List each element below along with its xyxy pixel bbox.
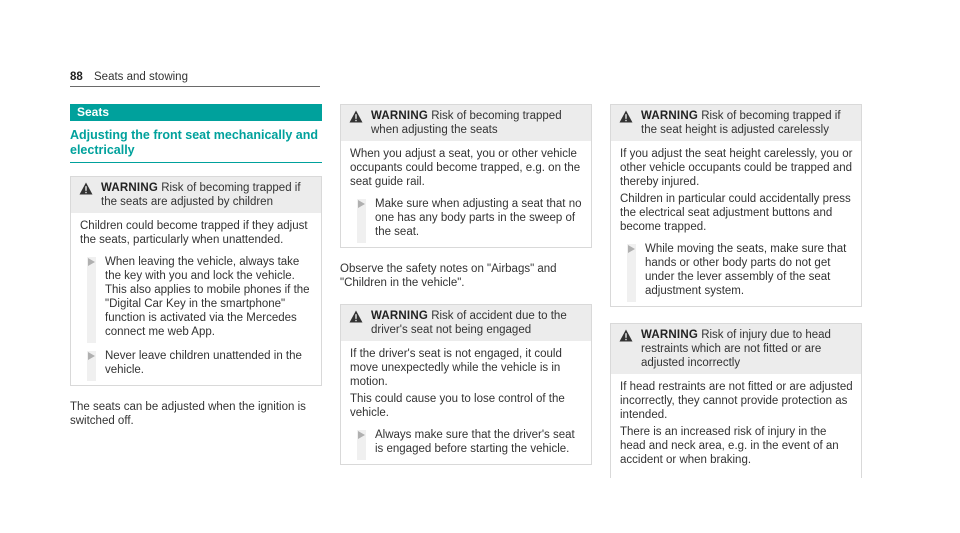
warning-text: If head restraints are not fitted or are adjusted incorrectly, they cannot provide protection as intended. <box>620 381 853 421</box>
warning-label: WARNING <box>641 329 698 341</box>
warning-title: Risk of injury due to head restraints which are not fitted or are adjusted incorrectly <box>641 329 831 369</box>
subheading: Adjusting the front seat mechanically and electrically <box>70 128 318 157</box>
column-1 <box>70 104 322 428</box>
warning-text: Children in particular could accidentally press the electrical seat adjustment buttons and become trapped. <box>620 193 851 233</box>
warning-triangle-icon <box>619 329 633 342</box>
warning-title: Risk of becoming trapped if the seats are adjusted by children <box>101 182 301 208</box>
warning-body <box>341 141 591 247</box>
action-step <box>80 255 313 339</box>
warning-text: If you adjust the seat height carelessly, you or other vehicle occupants could be trapped and thereby injured. <box>620 148 853 188</box>
page-title: Seats and stowing <box>94 71 188 83</box>
warning-body <box>71 213 321 385</box>
action-text: Never leave children unattended in the vehicle. <box>105 350 302 376</box>
warning-text: Children could become trapped if they adjust the seats, particularly when unattended. <box>80 220 308 246</box>
action-step <box>350 428 583 456</box>
warning-label: WARNING <box>371 110 428 122</box>
action-arrow-icon <box>628 245 635 253</box>
column-3 <box>610 104 862 478</box>
warning-header <box>611 324 861 374</box>
warning-body <box>611 374 861 478</box>
warning-title: Risk of becoming trapped when adjusting the seats <box>371 110 562 136</box>
warning-triangle-icon <box>79 182 93 195</box>
warning-header <box>341 105 591 141</box>
warning-label: WARNING <box>641 110 698 122</box>
warning-title: Risk of accident due to the driver's seat not being engaged <box>371 310 567 336</box>
warning-header <box>341 305 591 341</box>
warning-box <box>340 304 592 465</box>
header-divider <box>70 86 320 87</box>
column-2 <box>340 104 592 465</box>
page-header <box>70 70 188 86</box>
warning-triangle-icon <box>349 110 363 123</box>
action-text: Always make sure that the driver's seat is engaged before starting the vehicle. <box>375 429 575 455</box>
warning-label: WARNING <box>371 310 428 322</box>
warning-text: There is an increased risk of injury in the head and neck area, e.g. in the event of an accident or when braking. <box>620 426 839 466</box>
action-step <box>350 197 583 239</box>
action-arrow-icon <box>358 200 365 208</box>
warning-text: This could cause you to lose control of the vehicle. <box>350 393 565 419</box>
action-arrow-icon <box>358 431 365 439</box>
action-arrow-icon <box>88 352 95 360</box>
warning-triangle-icon <box>619 110 633 123</box>
warning-title: Risk of becoming trapped if the seat height is adjusted carelessly <box>641 110 841 136</box>
warning-header <box>71 177 321 213</box>
warning-box <box>70 176 322 386</box>
subheading-divider <box>70 162 322 163</box>
page-number: 88 <box>70 71 83 83</box>
warning-box <box>610 104 862 307</box>
action-step <box>620 242 853 298</box>
warning-triangle-icon <box>349 310 363 323</box>
action-text: Make sure when adjusting a seat that no one has any body parts in the sweep of the seat. <box>375 198 582 238</box>
action-arrow-icon <box>88 258 95 266</box>
action-text: When leaving the vehicle, always take the key with you and lock the vehicle. This also applies to mobile phones if the "Digital Car Key in the smartphone" function is activated via the Mercedes connect me web App. <box>105 256 310 338</box>
warning-text: When you adjust a seat, you or other vehicle occupants could become trapped, e.g. on the seat guide rail. <box>350 148 581 188</box>
action-step <box>80 349 313 377</box>
warning-header <box>611 105 861 141</box>
warning-label: WARNING <box>101 182 158 194</box>
body-paragraph: The seats can be adjusted when the ignition is switched off. <box>70 401 306 427</box>
warning-box <box>340 104 592 248</box>
section-title: Seats <box>70 104 322 121</box>
warning-text: If the driver's seat is not engaged, it could move unexpectedly while the vehicle is in motion. <box>350 348 562 388</box>
body-paragraph: Observe the safety notes on "Airbags" and "Children in the vehicle". <box>340 263 557 289</box>
warning-box <box>610 323 862 478</box>
action-text: While moving the seats, make sure that hands or other body parts do not get under the lever assembly of the seat adjustment system. <box>645 243 847 297</box>
warning-body <box>341 341 591 464</box>
warning-body <box>611 141 861 306</box>
